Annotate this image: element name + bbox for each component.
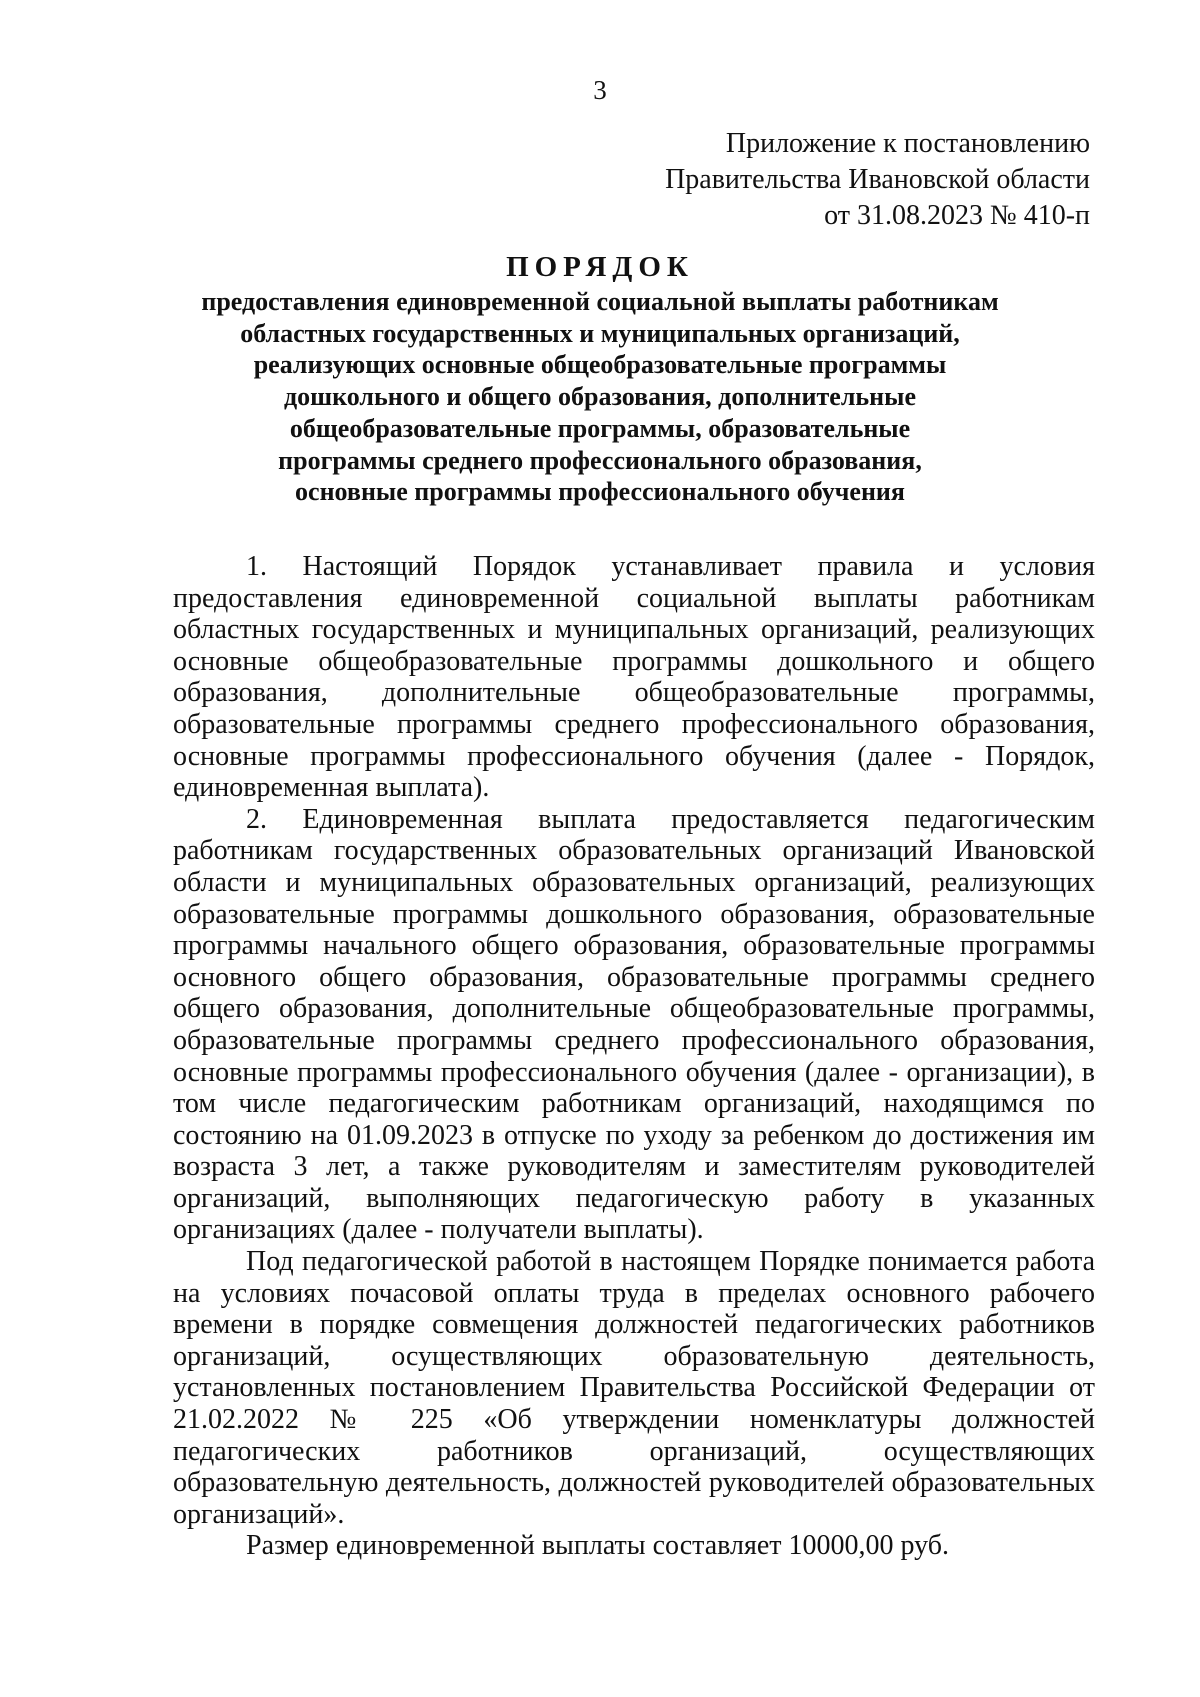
- paragraph-2: 2. Единовременная выплата предоставляется педагогическим работникам государственных образовательных организаций Ивановской области и муниципальных образовательных организаций, реализующих образовательные программы дошкольного образования, образовательные программы начального общего образования, образовательные программы основного общего образования, образовательные программы среднего общего образования, дополнительные общеобразовательные программы, образовательные программы среднего профессионального образования, основные программы профессионального обучения (далее - организации), в том числе педагогическим работникам организаций, находящимся по состоянию на 01.09.2023 в отпуске по уходу за ребенком до достижения им возраста 3 лет, а также руководителям и заместителям руководителей организаций, выполняющих педагогическую работу в указанных организациях (далее - получатели выплаты).: [173, 803, 1095, 1246]
- appendix-reference: [665, 126, 1090, 234]
- appendix-line: Правительства Ивановской области: [665, 164, 1090, 195]
- document-subtitle: [100, 286, 1100, 508]
- document-heading: [100, 248, 1100, 508]
- subtitle-line: предоставления единовременной социальной выплаты работникам: [201, 287, 999, 316]
- appendix-line: от 31.08.2023 № 410-п: [824, 200, 1090, 231]
- subtitle-line: областных государственных и муниципальных организаций,: [240, 318, 960, 348]
- paragraph-3: Под педагогической работой в настоящем Порядке понимается работа на условиях почасовой оплаты труда в пределах основного рабочего времени в порядке совмещения должностей педагогических работников организаций, осуществляющих образовательную деятельность, установленных постановлением Правительства Российской Федерации от 21.02.2022 № 225 «Об утверждении номенклатуры должностей педагогических работников организаций, осуществляющих образовательную деятельность, должностей руководителей образовательных организаций».: [173, 1246, 1095, 1530]
- appendix-line: Приложение к постановлению: [725, 128, 1090, 159]
- subtitle-line: программы среднего профессионального образования,: [278, 445, 922, 475]
- subtitle-line: основные программы профессионального обучения: [295, 477, 905, 507]
- subtitle-line: дошкольного и общего образования, дополнительные: [284, 382, 916, 412]
- document-title: ПОРЯДОК: [506, 251, 694, 283]
- subtitle-line: реализующих основные общеобразовательные программы: [253, 350, 947, 380]
- paragraph-4: Размер единовременной выплаты составляет 10000,00 руб.: [246, 1530, 950, 1562]
- subtitle-line: общеобразовательные программы, образовательные: [289, 413, 911, 443]
- page-number: 3: [593, 75, 607, 105]
- document-body: [173, 551, 1095, 1562]
- paragraph-1: 1. Настоящий Порядок устанавливает правила и условия предоставления единовременной социальной выплаты работникам областных государственных и муниципальных организаций, реализующих основные общеобразовательные программы дошкольного и общего образования, дополнительные общеобразовательные программы, образовательные программы среднего профессионального образования, основные программы профессионального обучения (далее - Порядок, единовременная выплата).: [173, 551, 1095, 804]
